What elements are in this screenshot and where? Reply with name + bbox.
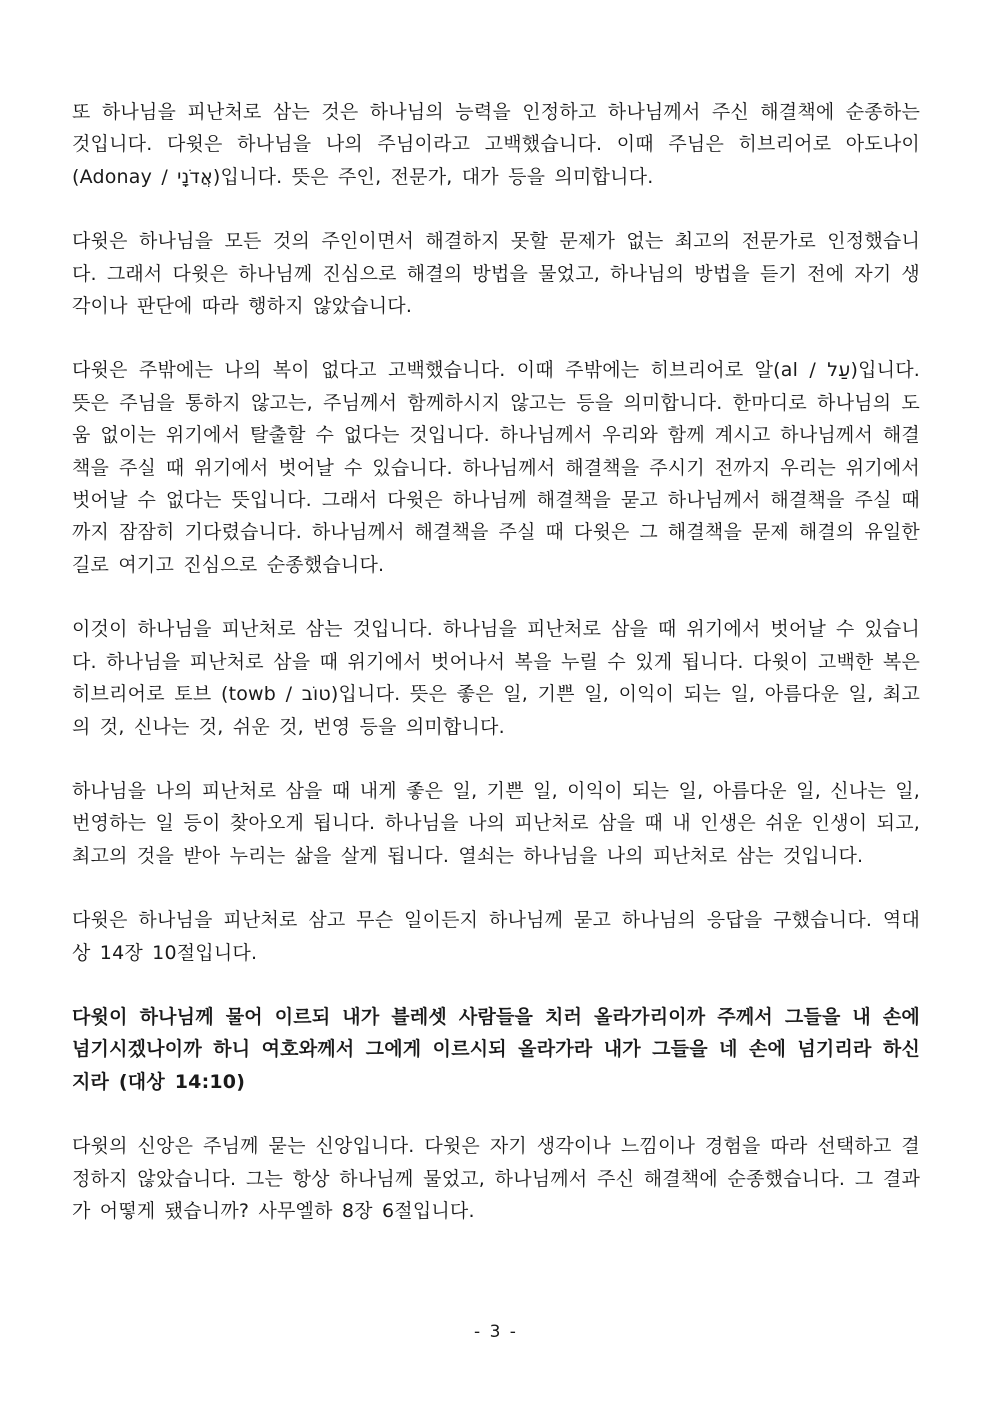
paragraph-expert: 다윗은 하나님을 모든 것의 주인이면서 해결하지 못할 문제가 없는 최고의 전문가로 인정했습니다. 그래서 다윗은 하나님께 진심으로 해결의 방법을 물었고, 하나님의 방법을 듣기 전에 자기 생각이나 판단에 따라 행하지 않았습니다. [72, 230, 920, 318]
paragraph-towb: 이것이 하나님을 피난처로 삼는 것입니다. 하나님을 피난처로 삼을 때 위기에서 벗어날 수 있습니다. 하나님을 피난처로 삼을 때 위기에서 벗어나서 복을 누릴 수 있게 됩니다. 다윗이 고백한 복은 히브리어로 토브 (towb / טוֹב)입니다. 뜻은 좋은 일, 기쁜 일, 이익이 되는 일, 아름다운 일, 최고의 것, 신나는 것, 쉬운 것, 번영 등을 의미합니다. [72, 618, 920, 738]
paragraph-refuge: 하나님을 나의 피난처로 삼을 때 내게 좋은 일, 기쁜 일, 이익이 되는 일, 아름다운 일, 신나는 일, 번영하는 일 등이 찾아오게 됩니다. 하나님을 나의 피난처로 삼을 때 내 인생은 쉬운 인생이 되고, 최고의 것을 받아 누리는 삶을 살게 됩니다. 열쇠는 하나님을 나의 피난처로 삼는 것입니다. [72, 779, 920, 867]
scripture-quote: 다윗이 하나님께 물어 이르되 내가 블레셋 사람들을 치러 올라가리이까 주께서 그들을 내 손에 넘기시겠나이까 하니 여호와께서 그에게 이르시되 올라가라 내가 그들을 네 손에 넘기리라 하신지라 (대상 14:10) [72, 1005, 920, 1093]
document-body [72, 96, 920, 1259]
paragraph-ask-god: 다윗은 하나님을 피난처로 삼고 무슨 일이든지 하나님께 묻고 하나님의 응답을 구했습니다. 역대상 14장 10절입니다. [72, 909, 920, 964]
page-number: - 3 - [474, 1322, 518, 1342]
paragraph-faith: 다윗의 신앙은 주님께 묻는 신앙입니다. 다윗은 자기 생각이나 느낌이나 경험을 따라 선택하고 결정하지 않았습니다. 그는 항상 하나님께 물었고, 하나님께서 주신 해결책에 순종했습니다. 그 결과가 어떻게 됐습니까? 사무엘하 8장 6절입니다. [72, 1135, 920, 1222]
paragraph-al: 다윗은 주밖에는 나의 복이 없다고 고백했습니다. 이때 주밖에는 히브리어로 알(al / עַל)입니다. 뜻은 주님을 통하지 않고는, 주님께서 함께하시지 않고는 등을 의미합니다. 한마디로 하나님의 도움 없이는 위기에서 탈출할 수 없다는 것입니다. 하나님께서 우리와 함께 계시고 하나님께서 해결책을 주실 때 위기에서 벗어날 수 있습니다. 하나님께서 해결책을 주시기 전까지 우리는 위기에서 벗어날 수 없다는 뜻입니다. 그래서 다윗은 하나님께 해결책을 묻고 하나님께서 해결책을 주실 때까지 잠잠히 기다렸습니다. 하나님께서 해결책을 주실 때 다윗은 그 해결책을 문제 해결의 유일한 길로 여기고 진심으로 순종했습니다. [72, 359, 920, 576]
paragraph-adonay: 또 하나님을 피난처로 삼는 것은 하나님의 능력을 인정하고 하나님께서 주신 해결책에 순종하는 것입니다. 다윗은 하나님을 나의 주님이라고 고백했습니다. 이때 주님은 히브리어로 아도나이(Adonay / אֲדֹנָי)입니다. 뜻은 주인, 전문가, 대가 등을 의미합니다. [72, 101, 920, 188]
